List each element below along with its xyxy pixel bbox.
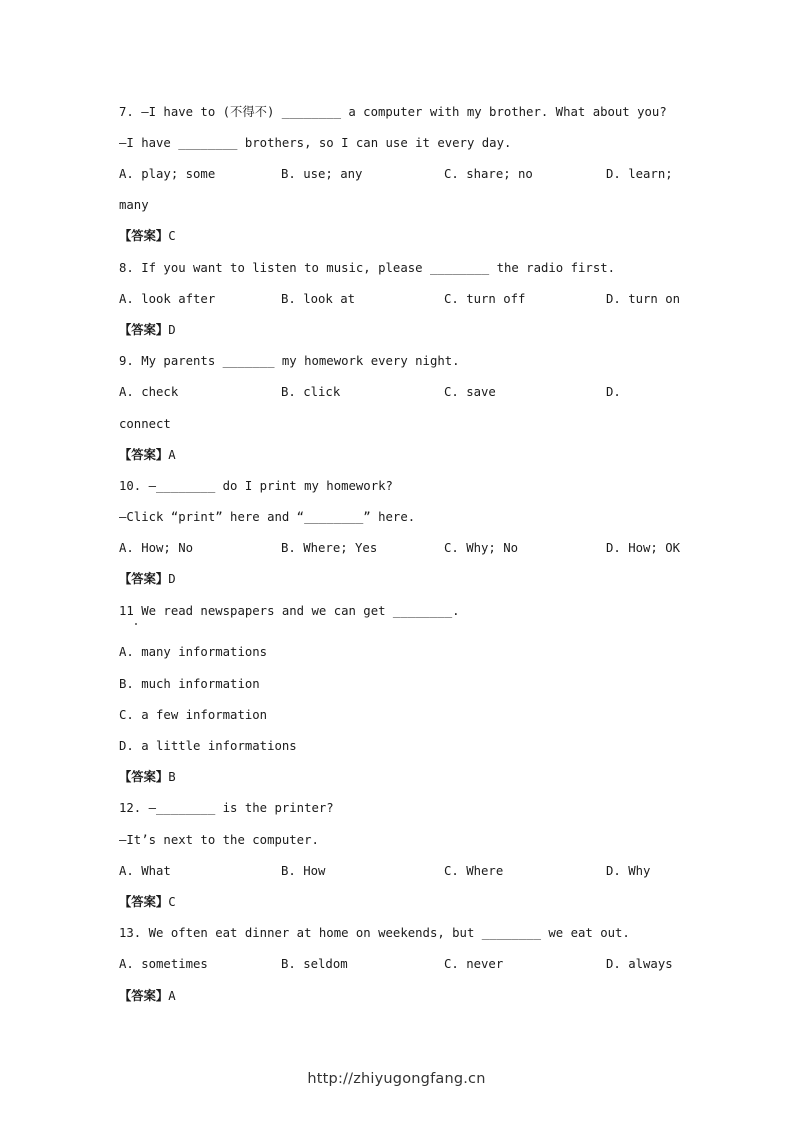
q13-stem: 13. We often eat dinner at home on weekends, but ________ we eat out. xyxy=(119,926,630,940)
q9-option-d-overflow: connect xyxy=(119,417,171,431)
answer-value: D xyxy=(168,323,176,337)
stray-mark xyxy=(135,623,137,625)
q9-option-b: B. click xyxy=(281,385,341,399)
q13-answer xyxy=(119,988,176,1004)
q11-option-c: C. a few information xyxy=(119,708,268,722)
q11-answer xyxy=(119,769,176,785)
q9-answer xyxy=(119,447,176,463)
q10-option-c: C. Why; No xyxy=(444,541,519,555)
q7-option-d: D. learn; xyxy=(606,167,673,181)
q10-option-d: D. How; OK xyxy=(606,541,681,555)
q9-option-a: A. check xyxy=(119,385,179,399)
q7-option-b: B. use; any xyxy=(281,167,363,181)
q12-option-c: C. Where xyxy=(444,864,504,878)
answer-tag: 【答案】 xyxy=(119,895,169,909)
q11-stem: 11 We read newspapers and we can get ________. xyxy=(119,604,460,618)
q8-answer xyxy=(119,322,176,338)
q11-option-b: B. much information xyxy=(119,677,260,691)
q8-option-d: D. turn on xyxy=(606,292,681,306)
q9-stem: 9. My parents _______ my homework every night. xyxy=(119,354,460,368)
q7-stem: 7. —I have to (不得不) ________ a computer with my brother. What about you? xyxy=(119,105,667,119)
q11-option-d: D. a little informations xyxy=(119,739,297,753)
answer-value: D xyxy=(168,572,176,586)
q13-option-a: A. sometimes xyxy=(119,957,208,971)
q10-reply: —Click “print” here and “________” here. xyxy=(119,510,416,524)
answer-value: A xyxy=(168,989,176,1003)
q7-option-d-overflow: many xyxy=(119,198,149,212)
q9-option-d: D. xyxy=(606,385,621,399)
answer-value: C xyxy=(168,229,176,243)
q13-option-c: C. never xyxy=(444,957,504,971)
answer-tag: 【答案】 xyxy=(119,229,169,243)
q12-option-d: D. Why xyxy=(606,864,651,878)
q13-option-d: D. always xyxy=(606,957,673,971)
q8-option-a: A. look after xyxy=(119,292,216,306)
answer-tag: 【答案】 xyxy=(119,770,169,784)
answer-value: B xyxy=(168,770,176,784)
answer-value: A xyxy=(168,448,176,462)
q8-option-c: C. turn off xyxy=(444,292,526,306)
footer-url: http://zhiyugongfang.cn xyxy=(307,1071,486,1087)
q8-option-b: B. look at xyxy=(281,292,356,306)
q9-option-c: C. save xyxy=(444,385,496,399)
q12-answer xyxy=(119,894,176,910)
q10-answer xyxy=(119,571,176,587)
answer-value: C xyxy=(168,895,176,909)
q8-stem: 8. If you want to listen to music, please ________ the radio first. xyxy=(119,261,616,275)
q7-option-a: A. play; some xyxy=(119,167,216,181)
q13-option-b: B. seldom xyxy=(281,957,348,971)
q11-option-a: A. many informations xyxy=(119,645,268,659)
q7-answer xyxy=(119,228,176,244)
q10-option-b: B. Where; Yes xyxy=(281,541,378,555)
q7-reply: —I have ________ brothers, so I can use it every day. xyxy=(119,136,512,150)
q7-option-c: C. share; no xyxy=(444,167,533,181)
q12-option-b: B. How xyxy=(281,864,326,878)
answer-tag: 【答案】 xyxy=(119,572,169,586)
q12-reply: —It’s next to the computer. xyxy=(119,833,319,847)
q10-stem: 10. —________ do I print my homework? xyxy=(119,479,393,493)
answer-tag: 【答案】 xyxy=(119,989,169,1003)
answer-tag: 【答案】 xyxy=(119,323,169,337)
answer-tag: 【答案】 xyxy=(119,448,169,462)
q12-stem: 12. —________ is the printer? xyxy=(119,801,334,815)
q10-option-a: A. How; No xyxy=(119,541,194,555)
q12-option-a: A. What xyxy=(119,864,171,878)
